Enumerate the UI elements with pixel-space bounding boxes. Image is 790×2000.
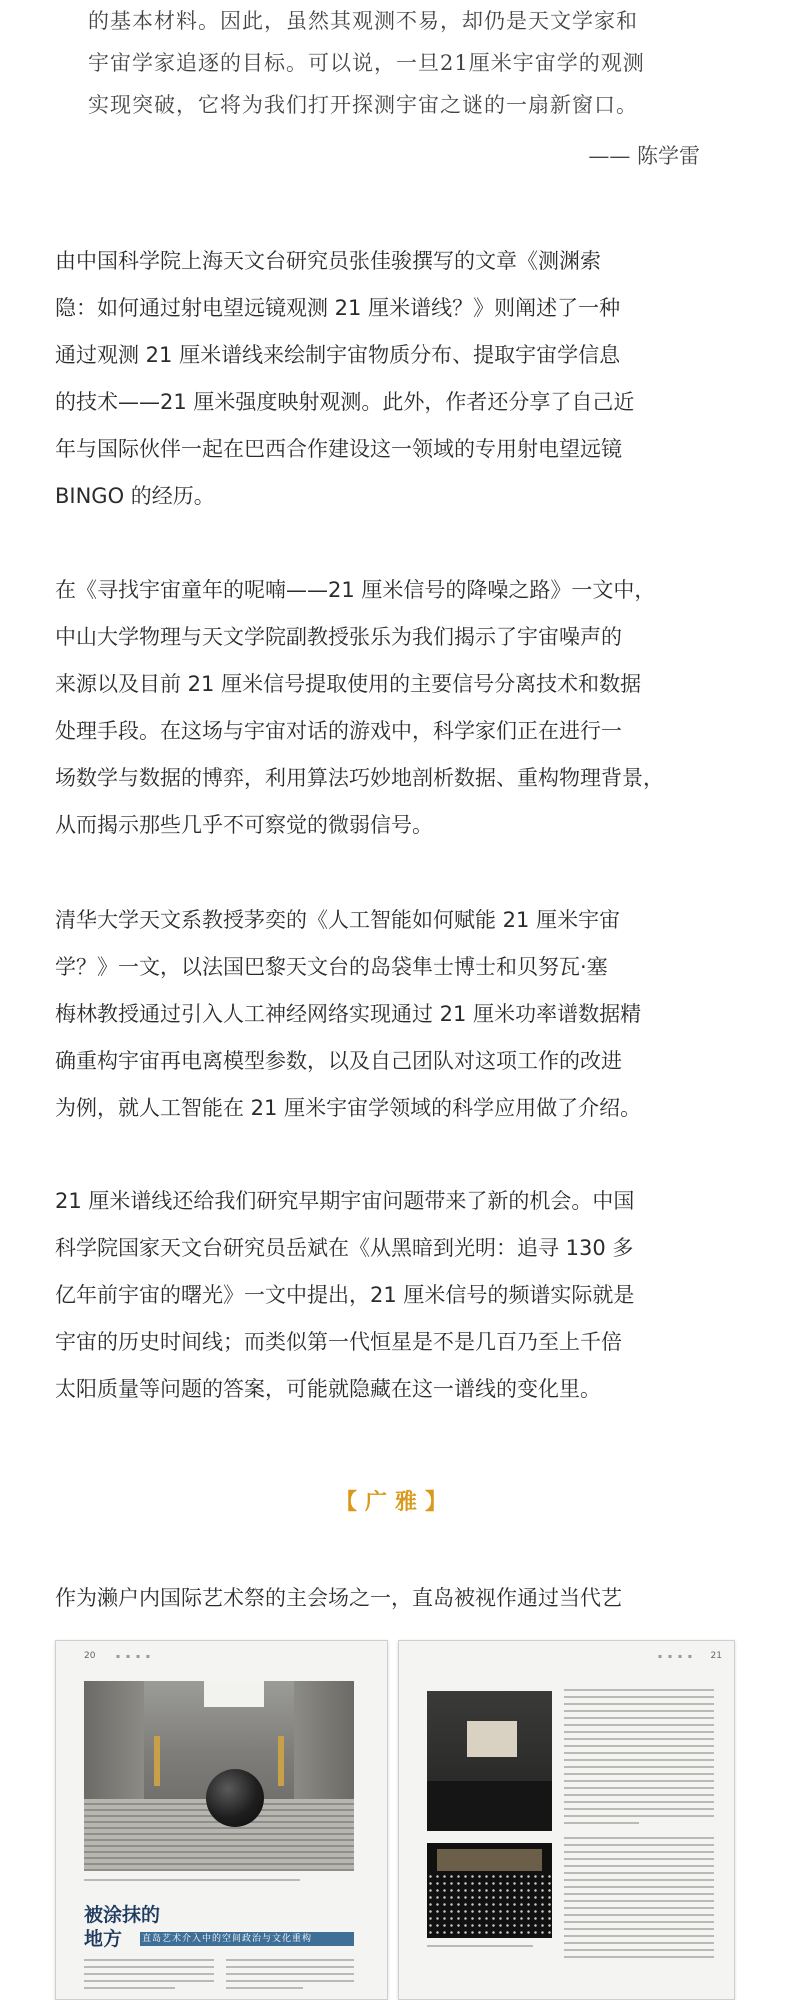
article-subtitle: 直岛艺术介入中的空间政治与文化重构 xyxy=(140,1932,354,1946)
quote-block xyxy=(88,0,703,126)
paragraph-line: 处理手段。在这场与宇宙对话的游戏中，科学家们正在进行一 xyxy=(55,719,622,743)
light-installation-photo xyxy=(427,1843,552,1938)
paragraph-line: 来源以及目前 21 厘米信号提取使用的主要信号分离技术和数据 xyxy=(55,672,642,696)
paragraph-line: 梅林教授通过引入人工神经网络实现通过 21 厘米功率谱数据精 xyxy=(55,1002,642,1026)
magazine-spread-image xyxy=(55,1640,735,2000)
running-header: ▪ ▪ ▪ ▪ xyxy=(658,1653,694,1660)
article-title-line: 地方 xyxy=(84,1928,123,1950)
running-header: ▪ ▪ ▪ ▪ xyxy=(116,1653,152,1660)
paragraph-denoise xyxy=(55,567,735,849)
body-text-column xyxy=(84,1959,214,1994)
paragraph-line: 由中国科学院上海天文台研究员张佳骏撰写的文章《测渊索 xyxy=(55,249,601,273)
paragraph-line: 年与国际伙伴一起在巴西合作建设这一领域的专用射电望远镜 xyxy=(55,437,622,461)
paragraph-line: 的技术——21 厘米强度映射观测。此外，作者还分享了自己近 xyxy=(55,390,635,414)
paragraph-line: 从而揭示那些几乎不可察觉的微弱信号。 xyxy=(55,813,433,837)
gallery-interior-photo xyxy=(427,1691,552,1831)
photo-caption xyxy=(427,1945,552,1952)
paragraph-line: 通过观测 21 厘米谱线来绘制宇宙物质分布、提取宇宙学信息 xyxy=(55,343,621,367)
body-text-column xyxy=(564,1689,714,1963)
paragraph-line: 为例，就人工智能在 21 厘米宇宙学领域的科学应用做了介绍。 xyxy=(55,1096,642,1120)
paragraph-line: 清华大学天文系教授茅奕的《人工智能如何赋能 21 厘米宇宙 xyxy=(55,908,621,932)
paragraph-line: 21 厘米谱线还给我们研究早期宇宙问题带来了新的机会。中国 xyxy=(55,1189,635,1213)
article-title-line: 被涂抹的 xyxy=(84,1904,161,1926)
quote-line: 的基本材料。因此，虽然其观测不易，却仍是天文学家和 xyxy=(88,9,638,33)
quote-line: 实现突破，它将为我们打开探测宇宙之谜的一扇新窗口。 xyxy=(88,93,638,117)
body-text-column xyxy=(226,1959,354,1994)
paragraph-early-universe xyxy=(55,1178,735,1413)
magazine-page-left xyxy=(55,1640,388,2000)
paragraph-line: BINGO 的经历。 xyxy=(55,484,215,508)
paragraph-line: 隐：如何通过射电望远镜观测 21 厘米谱线？》则阐述了一种 xyxy=(55,296,621,320)
section-title: 【广雅】 xyxy=(334,1490,455,1515)
paragraph-line: 在《寻找宇宙童年的呢喃——21 厘米信号的降噪之路》一文中， xyxy=(55,578,656,602)
black-sphere xyxy=(206,1769,264,1827)
paragraph-line: 亿年前宇宙的曙光》一文中提出，21 厘米信号的频谱实际就是 xyxy=(55,1283,635,1307)
paragraph-line: 场数学与数据的博弈，利用算法巧妙地剖析数据、重构物理背景， xyxy=(55,766,664,790)
paragraph-line: 学？》一文，以法国巴黎天文台的岛袋隼士博士和贝努瓦·塞 xyxy=(55,955,608,979)
quote-line: 宇宙学家追逐的目标。可以说，一旦21厘米宇宙学的观测 xyxy=(88,51,645,75)
paragraph-line: 作为濑户内国际艺术祭的主会场之一，直岛被视作通过当代艺 xyxy=(55,1586,622,1610)
paragraph-line: 中山大学物理与天文学院副教授张乐为我们揭示了宇宙噪声的 xyxy=(55,625,622,649)
quote-author: —— 陈学雷 xyxy=(588,144,700,168)
page-number: 20 xyxy=(84,1651,96,1661)
paragraph-bingo xyxy=(55,238,735,520)
magazine-page-right xyxy=(398,1640,735,2000)
paragraph-line: 宇宙的历史时间线；而类似第一代恒星是不是几百乃至上千倍 xyxy=(55,1330,622,1354)
paragraph-line: 科学院国家天文台研究员岳斌在《从黑暗到光明：追寻 130 多 xyxy=(55,1236,634,1260)
paragraph-line: 确重构宇宙再电离模型参数，以及自己团队对这项工作的改进 xyxy=(55,1049,622,1073)
paragraph-ai xyxy=(55,897,735,1132)
paragraph-naoshima xyxy=(55,1575,735,1622)
chichu-museum-photo xyxy=(84,1681,354,1871)
paragraph-line: 太阳质量等问题的答案，可能就隐藏在这一谱线的变化里。 xyxy=(55,1377,601,1401)
page-number: 21 xyxy=(710,1651,722,1661)
photo-caption xyxy=(84,1879,354,1886)
